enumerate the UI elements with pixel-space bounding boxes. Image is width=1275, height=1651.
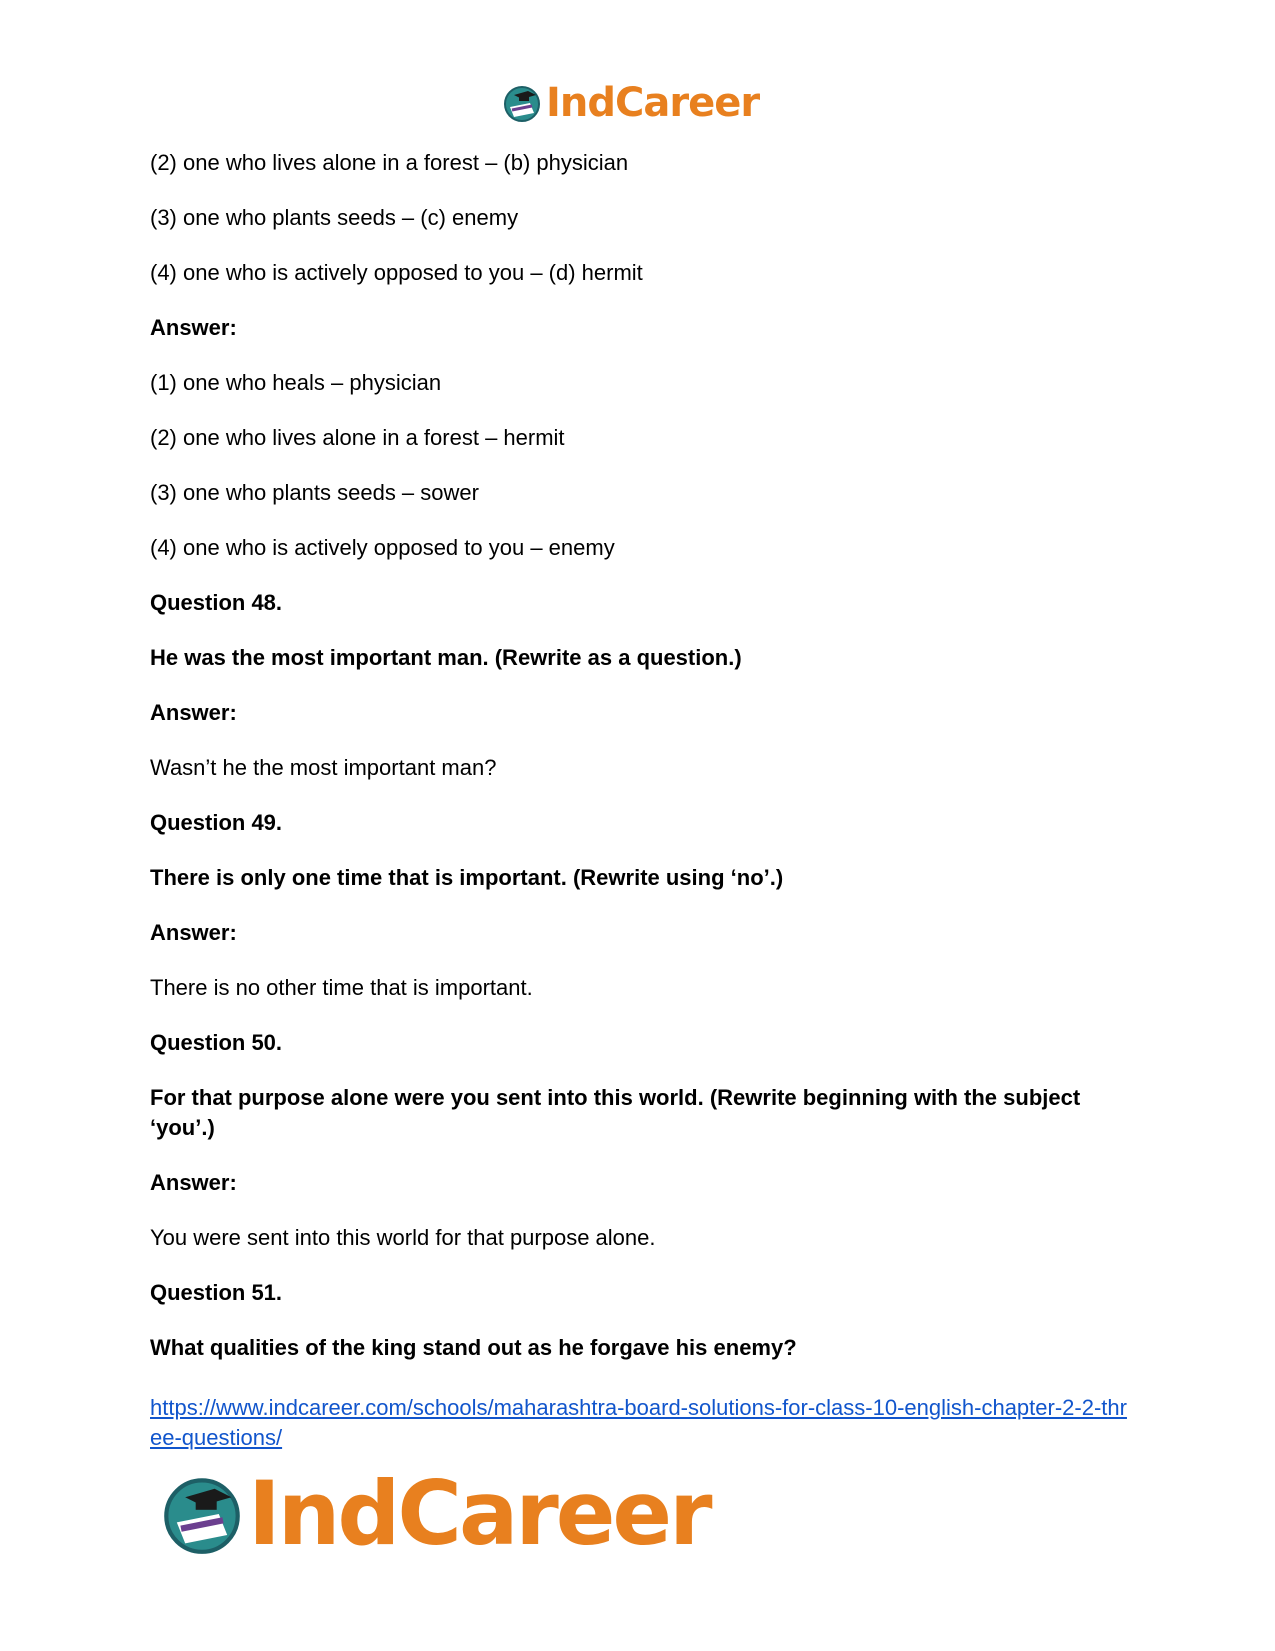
text-line: (4) one who is actively opposed to you – (d) hermit: [150, 260, 643, 285]
text-line: (2) one who lives alone in a forest – hermit: [150, 425, 565, 450]
brand-name: IndCareer: [248, 1462, 710, 1565]
bold-text-line: There is only one time that is important. (Rewrite using ‘no’.): [150, 865, 784, 890]
text-line: There is no other time that is important.: [150, 975, 533, 1000]
brand-name: IndCareer: [546, 80, 760, 126]
text-line: (4) one who is actively opposed to you – enemy: [150, 535, 615, 560]
bold-text-line: Answer:: [150, 315, 237, 340]
bold-text-line: What qualities of the king stand out as he forgave his enemy?: [150, 1335, 797, 1360]
bold-text-line: Answer:: [150, 920, 237, 945]
text-line: You were sent into this world for that purpose alone.: [150, 1225, 656, 1250]
document-body: [150, 148, 1130, 1478]
bold-text-line: For that purpose alone were you sent into this world. (Rewrite beginning with the subject ‘you’.): [150, 1085, 1081, 1140]
indcareer-logo-icon: [160, 1472, 244, 1556]
indcareer-logo-icon: [502, 83, 542, 123]
text-line: (2) one who lives alone in a forest – (b) physician: [150, 150, 629, 175]
footer-logo: [160, 1462, 710, 1565]
text-line: (1) one who heals – physician: [150, 370, 442, 395]
text-line: (3) one who plants seeds – (c) enemy: [150, 205, 519, 230]
bold-text-line: Question 51.: [150, 1280, 283, 1305]
text-line: Wasn’t he the most important man?: [150, 755, 497, 780]
bold-text-line: Answer:: [150, 700, 237, 725]
header-logo: [502, 80, 759, 126]
bold-text-line: Answer:: [150, 1170, 237, 1195]
source-link[interactable]: https://www.indcareer.com/schools/maharashtra-board-solutions-for-class-10-english-chapter-2-2-three-questions/: [150, 1395, 1127, 1450]
bold-text-line: Question 50.: [150, 1030, 283, 1055]
bold-text-line: He was the most important man. (Rewrite as a question.): [150, 645, 742, 670]
text-line: (3) one who plants seeds – sower: [150, 480, 479, 505]
bold-text-line: Question 48.: [150, 590, 283, 615]
bold-text-line: Question 49.: [150, 810, 283, 835]
